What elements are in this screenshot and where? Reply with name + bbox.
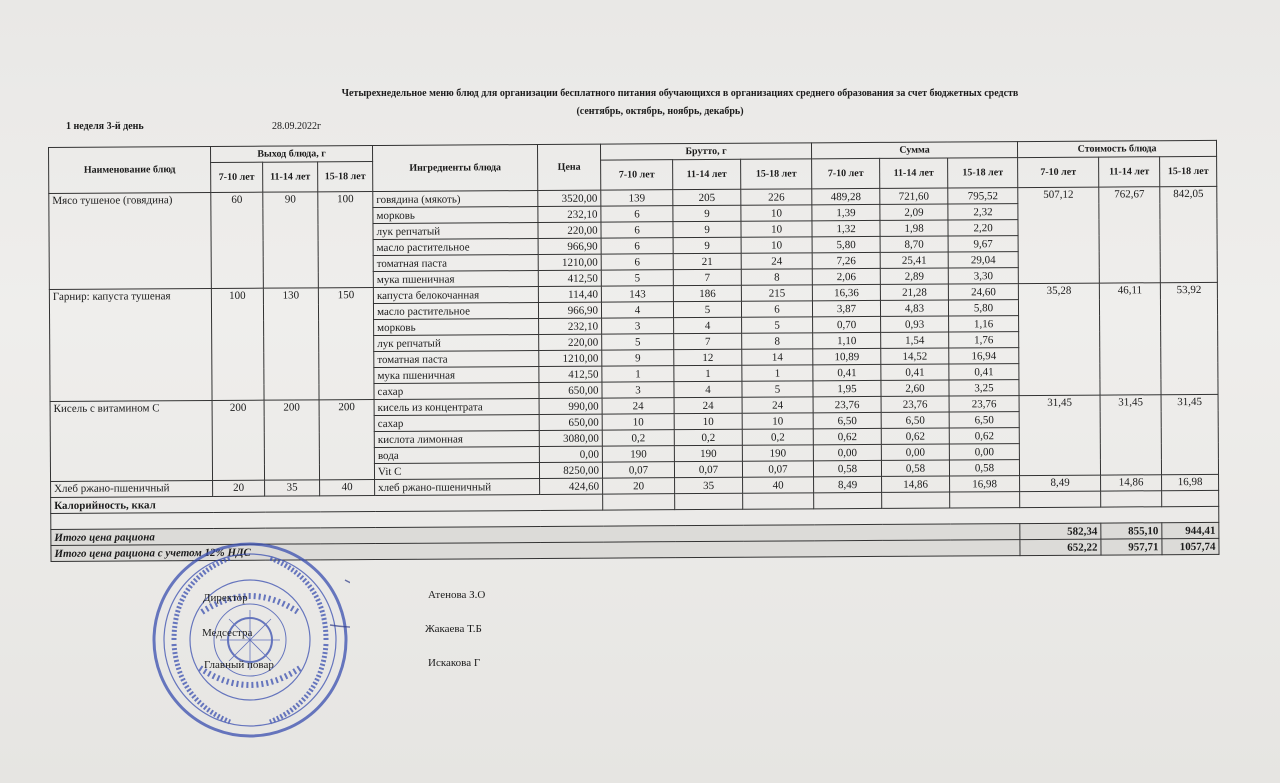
ingredient-sum: 1,54: [881, 332, 949, 348]
dish-cost: 842,05: [1160, 186, 1218, 282]
table-cell: [675, 493, 743, 509]
ingredient-sum: 0,00: [813, 444, 881, 460]
ingredient-sum: 7,26: [812, 252, 880, 268]
ingredient-gross: 0,07: [742, 461, 813, 477]
dish-output: 90: [263, 192, 319, 288]
ingredient-sum: 0,00: [881, 444, 949, 460]
ingredient-sum: 0,62: [949, 428, 1019, 444]
total-value: 652,22: [1020, 539, 1101, 555]
col-age: 15-18 лет: [948, 158, 1018, 188]
ingredient-price: 232,10: [539, 318, 602, 334]
ingredient-sum: 0,41: [881, 364, 949, 380]
col-age: 11-14 лет: [263, 162, 318, 192]
ingredient-gross: 215: [741, 285, 812, 301]
ingredient-gross: 9: [602, 350, 674, 366]
ingredient-price: 220,00: [539, 334, 602, 350]
dish-output: 40: [320, 480, 375, 496]
ingredient-name: масло растительное: [373, 303, 538, 320]
ingredient-gross: 12: [674, 349, 742, 365]
col-age: 11-14 лет: [673, 159, 741, 189]
ingredient-sum: 1,98: [880, 220, 948, 236]
ingredient-sum: 1,95: [813, 380, 881, 396]
ingredient-gross: 226: [741, 189, 812, 205]
signature-role-chef: Главный повар: [204, 659, 274, 671]
col-sum: Сумма: [812, 142, 1018, 159]
col-output: Выход блюда, г: [211, 146, 373, 163]
ingredient-sum: 721,60: [880, 188, 948, 204]
ingredient-sum: 0,62: [881, 428, 949, 444]
ingredient-sum: 2,09: [880, 204, 948, 220]
ingredient-gross: 5: [742, 381, 813, 397]
ingredient-gross: 0,2: [742, 429, 813, 445]
ingredient-price: 232,10: [538, 206, 601, 222]
ingredient-gross: 14: [742, 349, 813, 365]
ingredient-sum: 16,94: [949, 348, 1019, 364]
ingredient-name: вода: [374, 447, 539, 464]
col-ingredients: Ингредиенты блюда: [373, 145, 538, 192]
ingredient-gross: 6: [601, 254, 673, 270]
ingredient-price: 990,00: [539, 398, 602, 414]
col-age: 15-18 лет: [318, 162, 373, 192]
document-title: Четырехнедельное меню блюд для организации бесплатного питания обучающихся в организациях среднего образования за счет бюджетных средств: [341, 88, 1019, 99]
col-age: 11-14 лет: [880, 158, 948, 188]
ingredient-sum: 10,89: [813, 348, 881, 364]
ingredient-gross: 6: [601, 222, 673, 238]
total-value: 855,10: [1101, 523, 1162, 539]
col-age: 15-18 лет: [741, 159, 812, 189]
ingredient-sum: 3,25: [949, 380, 1019, 396]
date-label: 28.09.2022г: [272, 121, 322, 132]
seal-stamp-icon: [150, 540, 350, 740]
ingredient-name: лук репчатый: [373, 223, 538, 240]
ingredient-sum: 4,83: [880, 300, 948, 316]
table-cell: [1162, 490, 1219, 506]
ingredient-sum: 489,28: [812, 188, 880, 204]
ingredient-name: кисель из концентрата: [374, 399, 539, 416]
ingredient-gross: 1: [742, 365, 813, 381]
ingredient-gross: 35: [675, 477, 743, 493]
col-age: 7-10 лет: [601, 160, 673, 190]
ingredient-sum: 2,89: [880, 268, 948, 284]
ingredient-sum: 6,50: [881, 412, 949, 428]
ingredient-gross: 24: [602, 398, 674, 414]
ingredient-sum: 5,80: [948, 300, 1018, 316]
ingredient-gross: 4: [674, 381, 742, 397]
ingredient-name: сахар: [374, 383, 539, 400]
ingredient-price: 114,40: [538, 286, 601, 302]
ingredient-price: 8250,00: [539, 462, 602, 478]
ingredient-price: 424,60: [540, 478, 603, 494]
ingredient-gross: 10: [741, 221, 812, 237]
calories-label: Калорийность, ккал: [51, 494, 603, 513]
ingredient-name: масло растительное: [373, 239, 538, 256]
ingredient-price: 650,00: [539, 382, 602, 398]
dish-cost: 46,11: [1099, 283, 1161, 395]
ingredient-gross: 190: [602, 446, 674, 462]
ingredient-sum: 0,62: [813, 428, 881, 444]
ingredient-gross: 205: [673, 189, 741, 205]
dish-cost: 31,45: [1161, 394, 1219, 474]
menu-body: [49, 186, 1219, 561]
dish-output: 150: [318, 288, 374, 400]
ingredient-sum: 2,20: [948, 220, 1018, 236]
ingredient-sum: 0,41: [949, 364, 1019, 380]
dish-name: Гарнир: капуста тушеная: [49, 289, 212, 402]
ingredient-sum: 16,98: [950, 476, 1020, 492]
ingredient-sum: 21,28: [880, 284, 948, 300]
ingredient-name: хлеб ржано-пшеничный: [375, 479, 540, 496]
dish-output: 60: [211, 192, 264, 288]
col-cost: Стоимость блюда: [1018, 140, 1217, 157]
ingredient-price: 3520,00: [538, 190, 601, 206]
ingredient-sum: 2,32: [948, 204, 1018, 220]
ingredient-gross: 6: [741, 301, 812, 317]
ingredient-gross: 0,2: [674, 429, 742, 445]
signature-name-chef: Искакова Г: [428, 657, 481, 669]
ingredient-gross: 8: [741, 269, 812, 285]
dish-output: 200: [319, 400, 375, 480]
dish-name: Кисель с витамином С: [50, 401, 212, 482]
table-cell: [950, 492, 1020, 508]
col-age: 15-18 лет: [1160, 156, 1217, 186]
ingredient-gross: 10: [602, 414, 674, 430]
ingredient-price: 412,50: [539, 366, 602, 382]
ingredient-name: сахар: [374, 415, 539, 432]
ingredient-gross: 4: [674, 317, 742, 333]
ingredient-gross: 20: [603, 478, 675, 494]
ingredient-sum: 8,70: [880, 236, 948, 252]
dish-output: 200: [212, 400, 264, 480]
ingredient-gross: 10: [741, 237, 812, 253]
ingredient-gross: 3: [602, 382, 674, 398]
ingredient-gross: 186: [673, 285, 741, 301]
dish-output: 100: [211, 288, 264, 400]
ingredient-gross: 1: [602, 366, 674, 382]
ingredient-gross: 24: [742, 397, 813, 413]
ingredient-gross: 190: [742, 445, 813, 461]
total-label: Итого цена рациона с учетом 12% НДС: [51, 540, 1020, 562]
ingredient-sum: 6,50: [949, 412, 1019, 428]
week-day-label: 1 неделя 3-й день: [66, 121, 144, 132]
ingredient-gross: 1: [674, 365, 742, 381]
ingredient-gross: 0,07: [602, 462, 674, 478]
ingredient-price: 650,00: [539, 414, 602, 430]
ingredient-name: морковь: [374, 319, 539, 336]
ingredient-gross: 40: [743, 477, 814, 493]
ingredient-sum: 0,41: [813, 364, 881, 380]
ingredient-gross: 21: [673, 253, 741, 269]
ingredient-sum: 0,58: [881, 460, 949, 476]
total-value: 957,71: [1101, 539, 1162, 555]
ingredient-gross: 9: [673, 221, 741, 237]
table-cell: [1101, 491, 1162, 507]
table-cell: [603, 494, 675, 510]
ingredient-gross: 7: [674, 333, 742, 349]
ingredient-name: мука пшеничная: [373, 271, 538, 288]
ingredient-gross: 5: [742, 317, 813, 333]
ingredient-gross: 0,2: [602, 430, 674, 446]
ingredient-price: 966,90: [538, 238, 601, 254]
ingredient-sum: 16,36: [812, 284, 880, 300]
ingredient-sum: 3,87: [812, 300, 880, 316]
signature-name-nurse: Жакаева Т.Б: [425, 623, 482, 635]
document-subtitle: (сентябрь, октябрь, ноябрь, декабрь): [576, 106, 744, 117]
ingredient-sum: 23,76: [813, 396, 881, 412]
ingredient-name: лук репчатый: [374, 335, 539, 352]
ingredient-name: кислота лимонная: [374, 431, 539, 448]
ingredient-price: 220,00: [538, 222, 601, 238]
ingredient-name: говядина (мякоть): [373, 191, 538, 208]
ingredient-gross: 9: [673, 205, 741, 221]
ingredient-gross: 10: [674, 413, 742, 429]
ingredient-sum: 0,00: [949, 444, 1019, 460]
ingredient-sum: 0,58: [813, 460, 881, 476]
table-cell: [882, 492, 950, 508]
total-label: Итого цена рациона: [51, 524, 1020, 546]
ingredient-gross: 7: [673, 269, 741, 285]
ingredient-sum: 1,32: [812, 220, 880, 236]
ingredient-gross: 6: [601, 238, 673, 254]
ingredient-gross: 24: [674, 397, 742, 413]
ingredient-price: 1210,00: [539, 350, 602, 366]
ingredient-price: 1210,00: [538, 254, 601, 270]
ingredient-sum: 14,52: [881, 348, 949, 364]
ingredient-sum: 14,86: [882, 476, 950, 492]
ingredient-price: 3080,00: [539, 430, 602, 446]
signature-role-director: Директор: [203, 592, 248, 604]
ingredient-gross: 10: [741, 205, 812, 221]
total-value: 1057,74: [1162, 538, 1219, 554]
dish-cost: 14,86: [1101, 475, 1162, 491]
ingredient-gross: 10: [742, 413, 813, 429]
ingredient-gross: 143: [601, 286, 673, 302]
ingredient-name: капуста белокочанная: [373, 287, 538, 304]
ingredient-sum: 23,76: [949, 396, 1019, 412]
col-age: 7-10 лет: [211, 162, 263, 192]
dish-cost: 35,28: [1018, 283, 1100, 395]
ingredient-sum: 2,06: [812, 268, 880, 284]
ingredient-sum: 0,70: [813, 316, 881, 332]
ingredient-sum: 3,30: [948, 268, 1018, 284]
col-price: Цена: [538, 144, 601, 190]
ingredient-sum: 23,76: [881, 396, 949, 412]
col-dish: Наименование блюд: [49, 147, 211, 194]
ingredient-sum: 9,67: [948, 236, 1018, 252]
dish-cost: 762,67: [1099, 187, 1161, 283]
col-age: 7-10 лет: [812, 158, 880, 188]
ingredient-gross: 0,07: [674, 461, 742, 477]
dish-output: 130: [263, 288, 319, 400]
table-cell: [814, 492, 882, 508]
ingredient-gross: 190: [674, 445, 742, 461]
total-value: 944,41: [1162, 522, 1219, 538]
signature-name-director: Атенова З.О: [428, 589, 486, 601]
ingredient-gross: 5: [601, 270, 673, 286]
signature-role-nurse: Медсестра: [202, 627, 253, 639]
dish-name: Мясо тушеное (говядина): [49, 193, 212, 290]
ingredient-name: томатная паста: [373, 255, 538, 272]
dish-output: 100: [318, 192, 374, 288]
ingredient-sum: 25,41: [880, 252, 948, 268]
ingredient-sum: 795,52: [948, 188, 1018, 204]
ingredient-name: морковь: [373, 207, 538, 224]
ingredient-sum: 24,60: [948, 284, 1018, 300]
table-cell: [1020, 491, 1101, 507]
col-gross: Брутто, г: [601, 143, 812, 160]
ingredient-sum: 1,39: [812, 204, 880, 220]
dish-cost: 31,45: [1019, 395, 1100, 475]
ingredient-name: Vit C: [374, 463, 539, 480]
ingredient-sum: 8,49: [814, 476, 882, 492]
ingredient-gross: 3: [602, 318, 674, 334]
menu-table: [48, 140, 1220, 562]
ingredient-price: 966,90: [538, 302, 601, 318]
ingredient-gross: 8: [742, 333, 813, 349]
col-age: 7-10 лет: [1018, 157, 1099, 187]
ingredient-gross: 5: [602, 334, 674, 350]
dish-output: 200: [264, 400, 319, 480]
ingredient-gross: 24: [741, 253, 812, 269]
ingredient-gross: 5: [673, 301, 741, 317]
ingredient-gross: 139: [601, 190, 673, 206]
dish-cost: 31,45: [1100, 395, 1161, 475]
ingredient-gross: 4: [601, 302, 673, 318]
ingredient-sum: 1,10: [813, 332, 881, 348]
ingredient-gross: 9: [673, 237, 741, 253]
ingredient-sum: 29,04: [948, 252, 1018, 268]
total-value: 582,34: [1020, 523, 1101, 539]
dish-cost: 507,12: [1018, 187, 1100, 283]
ingredient-name: томатная паста: [374, 351, 539, 368]
table-cell: [743, 493, 814, 509]
ingredient-sum: 1,16: [949, 316, 1019, 332]
dish-cost: 53,92: [1160, 282, 1218, 394]
ingredient-name: мука пшеничная: [374, 367, 539, 384]
ingredient-sum: 6,50: [813, 412, 881, 428]
ingredient-sum: 1,76: [949, 332, 1019, 348]
col-age: 11-14 лет: [1099, 157, 1160, 187]
dish-name: Хлеб ржано-пшеничный: [51, 481, 213, 498]
dish-cost: 8,49: [1020, 475, 1101, 491]
ingredient-sum: 0,93: [881, 316, 949, 332]
dish-output: 20: [213, 480, 265, 496]
ingredient-price: 412,50: [538, 270, 601, 286]
ingredient-sum: 5,80: [812, 236, 880, 252]
ingredient-sum: 0,58: [949, 460, 1019, 476]
ingredient-price: 0,00: [539, 446, 602, 462]
ingredient-sum: 2,60: [881, 380, 949, 396]
ingredient-gross: 6: [601, 206, 673, 222]
dish-output: 35: [265, 480, 320, 496]
dish-cost: 16,98: [1162, 474, 1219, 490]
